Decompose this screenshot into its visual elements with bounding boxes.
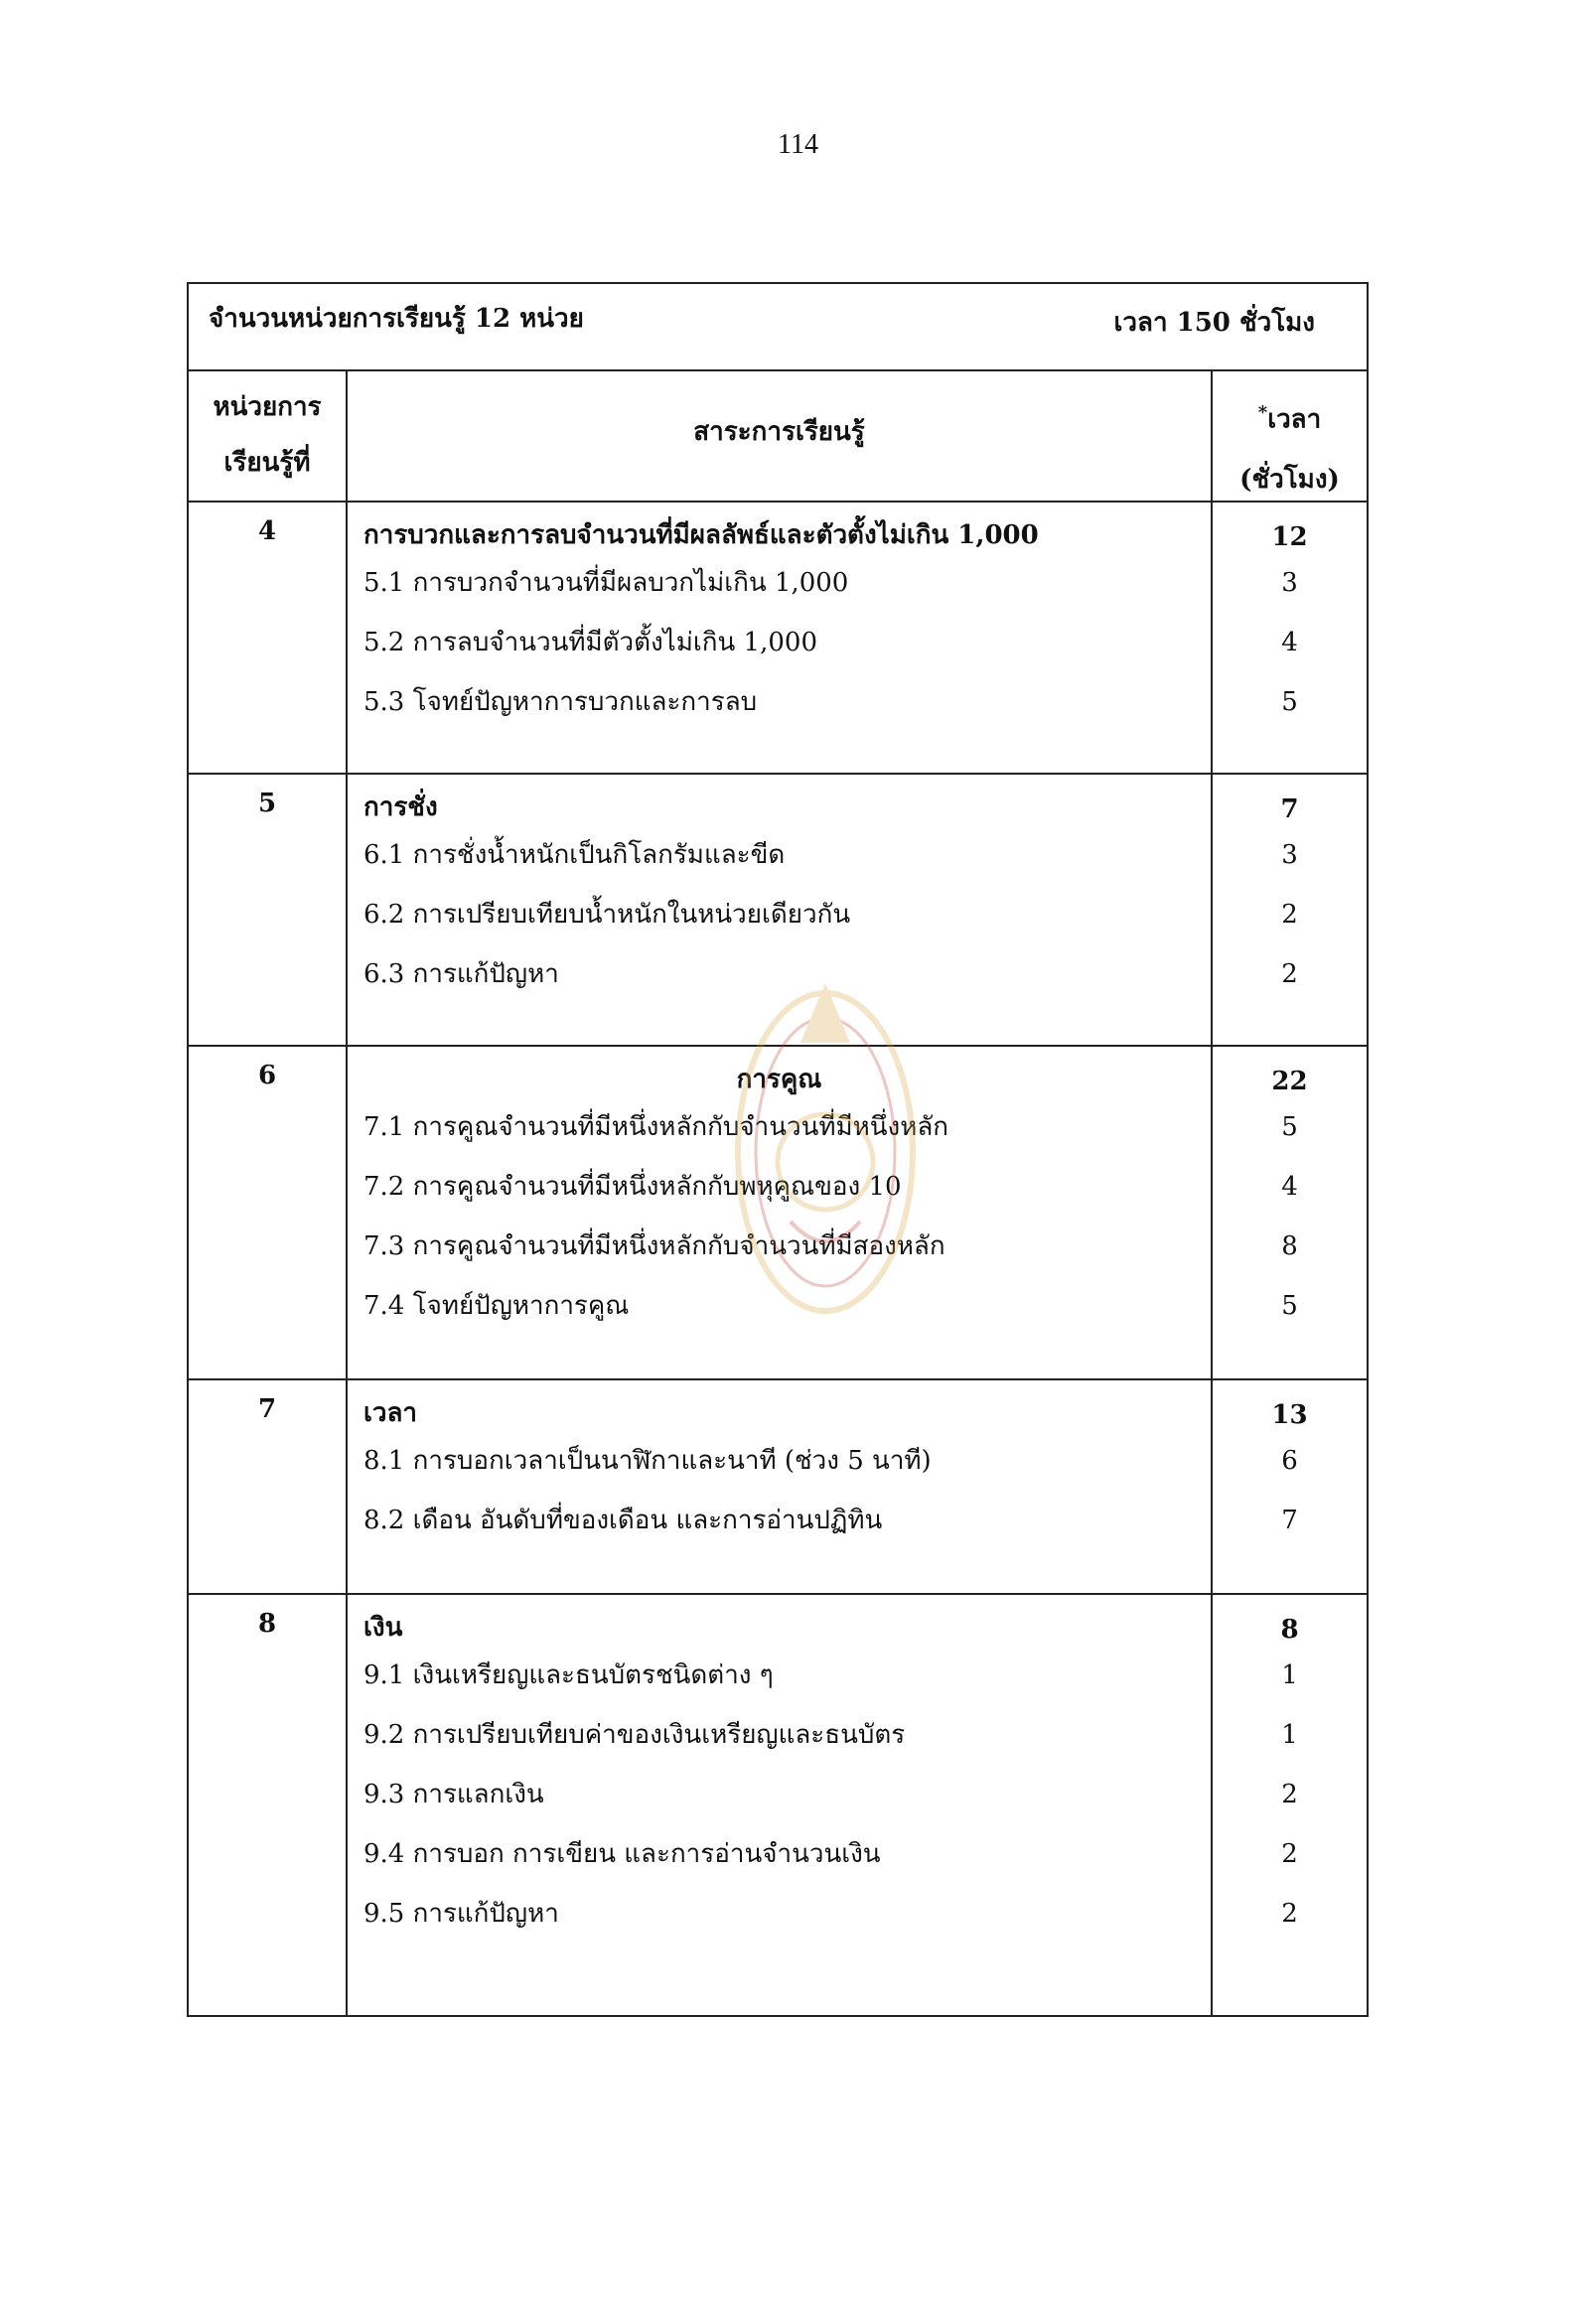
subtopic-row — [189, 1655, 1367, 1714]
unit-number: 4 — [257, 516, 277, 546]
subtopic-hours: 1 — [1281, 1660, 1298, 1690]
subtopic-hours: 8 — [1281, 1231, 1298, 1261]
subtopic-row — [189, 681, 1367, 741]
subtopic-label: 8.2 เดือน อันดับที่ของเดือน และการอ่านปฏิทิน — [363, 1506, 883, 1535]
subtopic-hours: 3 — [1281, 840, 1298, 870]
subtopic-hours: 2 — [1281, 959, 1298, 989]
subtopic-hours: 7 — [1281, 1506, 1298, 1535]
subtopic-label: 7.4 โจทย์ปัญหาการคูณ — [363, 1291, 630, 1321]
subtopic-label: 5.2 การลบจำนวนที่มีตัวตั้งไม่เกิน 1,000 — [363, 628, 817, 657]
unit-topic: เวลา — [363, 1398, 418, 1428]
total-time: เวลา 150 ชั่วโมง — [1113, 308, 1315, 338]
subtopic-hours: 6 — [1281, 1446, 1298, 1476]
page-number: 114 — [778, 129, 818, 160]
subtopic-hours: 5 — [1281, 1291, 1298, 1321]
subtopic-hours: 2 — [1281, 1899, 1298, 1929]
unit-number: 8 — [257, 1609, 277, 1639]
subtopic-label: 5.1 การบวกจำนวนที่มีผลบวกไม่เกิน 1,000 — [363, 568, 849, 598]
subtopic-label: 7.1 การคูณจำนวนที่มีหนึ่งหลักกับจำนวนที่มีหนึ่งหลัก — [363, 1112, 949, 1142]
unit-hours: 12 — [1271, 522, 1308, 552]
unit-topic: การบวกและการลบจำนวนที่มีผลลัพธ์และตัวตั้งไม่เกิน 1,000 — [363, 520, 1039, 550]
subtopic-hours: 5 — [1281, 1112, 1298, 1142]
subtopic-label: 7.2 การคูณจำนวนที่มีหนึ่งหลักกับพหุคูณของ 10 — [363, 1172, 902, 1202]
subtopic-hours: 2 — [1281, 1839, 1298, 1869]
subtopic-row — [189, 562, 1367, 622]
time-header-line1: เวลา — [1267, 404, 1322, 435]
unit-header-line2: เรียนรู้ที่ — [223, 448, 311, 478]
subtopic-hours: 2 — [1281, 900, 1298, 930]
unit-number: 5 — [257, 789, 277, 818]
unit-header-line1: หน่วยการ — [213, 392, 322, 422]
subtopic-label: 6.3 การแก้ปัญหา — [363, 959, 559, 989]
subtopic-hours: 1 — [1281, 1720, 1298, 1750]
subtopic-label: 6.1 การชั่งน้ำหนักเป็นกิโลกรัมและขีด — [363, 840, 786, 870]
subtopic-hours: 5 — [1281, 687, 1298, 717]
unit-section — [189, 1595, 1367, 2015]
time-footnote-mark: * — [1257, 402, 1268, 423]
time-column-header — [1213, 383, 1367, 509]
column-header-row — [189, 371, 1367, 503]
subtopic-label: 9.2 การเปรียบเทียบค่าของเงินเหรียญและธนบัตร — [363, 1720, 906, 1750]
subtopic-row — [189, 894, 1367, 953]
subtopic-row — [189, 1774, 1367, 1833]
subtopic-label: 6.2 การเปรียบเทียบน้ำหนักในหน่วยเดียวกัน — [363, 900, 851, 930]
unit-number: 7 — [257, 1394, 277, 1424]
subtopic-hours: 4 — [1281, 1172, 1298, 1202]
seal-watermark — [731, 963, 920, 1321]
unit-hours: 7 — [1280, 794, 1299, 824]
units-count-title: จำนวนหน่วยการเรียนรู้ 12 หน่วย — [209, 304, 584, 334]
subtopic-label: 9.1 เงินเหรียญและธนบัตรชนิดต่าง ๆ — [363, 1660, 774, 1690]
subtopic-row — [189, 1714, 1367, 1774]
subtopic-row — [189, 1893, 1367, 1952]
subtopic-hours: 4 — [1281, 628, 1298, 657]
subtopic-label: 9.4 การบอก การเขียน และการอ่านจำนวนเงิน — [363, 1839, 881, 1869]
subtopic-row — [189, 834, 1367, 894]
unit-hours: 22 — [1271, 1067, 1308, 1096]
subtopic-row — [189, 1500, 1367, 1559]
content-column-header: สาระการเรียนรู้ — [693, 417, 865, 447]
unit-topic: การชั่ง — [363, 792, 438, 822]
unit-column-header — [189, 379, 346, 491]
table-title-row — [189, 284, 1367, 371]
subtopic-label: 9.5 การแก้ปัญหา — [363, 1899, 559, 1929]
unit-topic: การคูณ — [736, 1065, 822, 1094]
subtopic-label: 7.3 การคูณจำนวนที่มีหนึ่งหลักกับจำนวนที่มีสองหลัก — [363, 1231, 945, 1261]
unit-section — [189, 503, 1367, 775]
unit-number: 6 — [257, 1061, 277, 1090]
subtopic-label: 9.3 การแลกเงิน — [363, 1780, 544, 1809]
unit-section — [189, 1380, 1367, 1595]
subtopic-label: 8.1 การบอกเวลาเป็นนาฬิกาและนาที (ช่วง 5 นาที) — [363, 1446, 932, 1476]
unit-topic: เงิน — [363, 1613, 403, 1643]
time-header-line2: (ชั่วโมง) — [1239, 464, 1340, 495]
subtopic-row — [189, 1833, 1367, 1893]
unit-hours: 8 — [1280, 1615, 1299, 1645]
subtopic-row — [189, 622, 1367, 681]
subtopic-label: 5.3 โจทย์ปัญหาการบวกและการลบ — [363, 687, 758, 717]
subtopic-hours: 3 — [1281, 568, 1298, 598]
unit-hours: 13 — [1271, 1400, 1308, 1430]
subtopic-row — [189, 1440, 1367, 1500]
subtopic-hours: 2 — [1281, 1780, 1298, 1809]
